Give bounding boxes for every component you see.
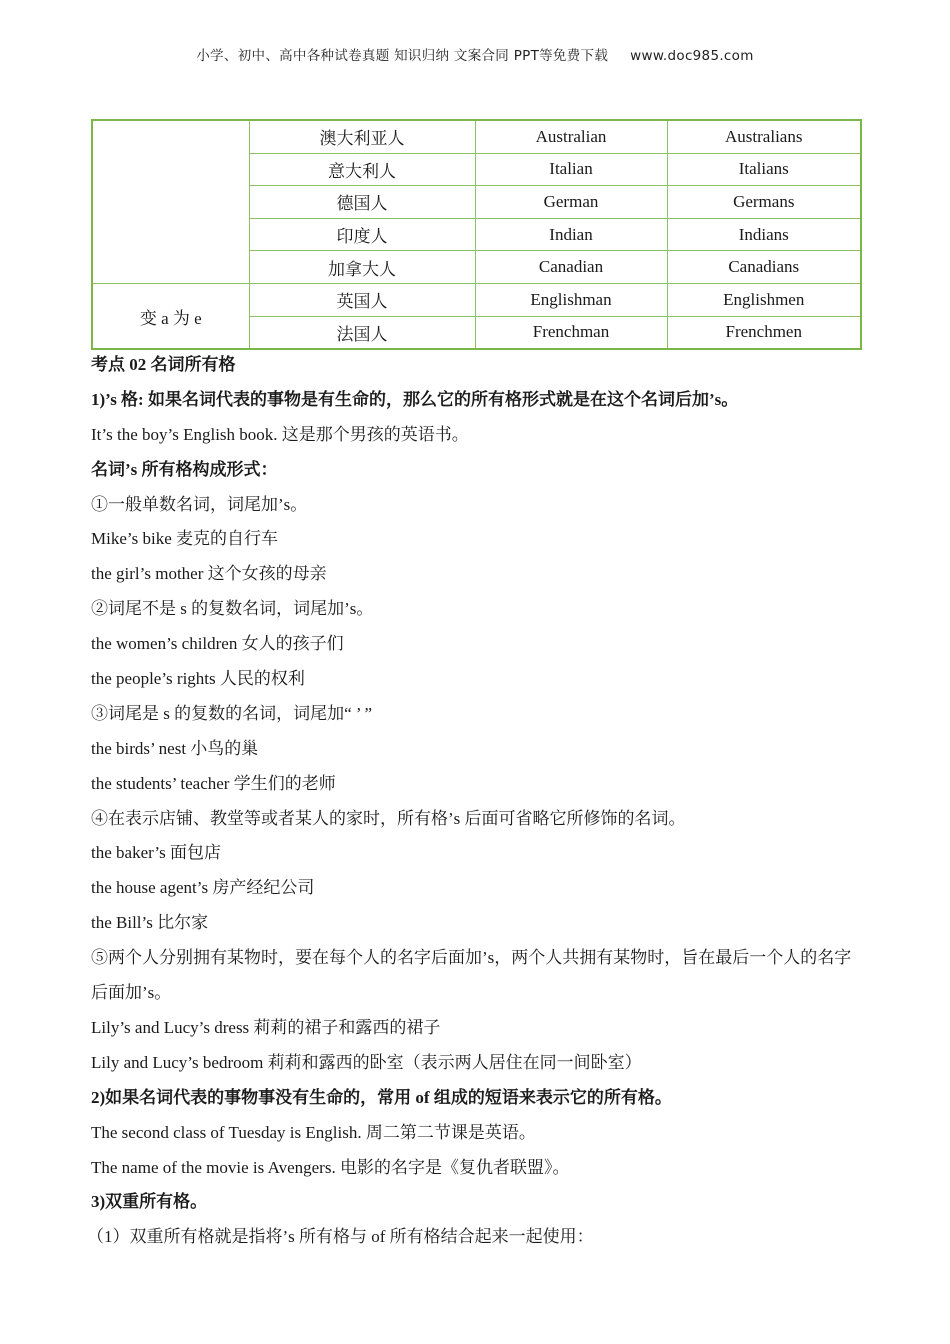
point-line: ②词尾不是 s 的复数名词，词尾加’s。 [91, 599, 374, 619]
cell-chinese: 法国人 [249, 316, 475, 349]
example-line: Mike’s bike 麦克的自行车 [91, 529, 278, 549]
header-slogan: 小学、初中、高中各种试卷真题 知识归纳 文案合同 PPT等免费下载 [196, 48, 609, 64]
point-line: ④在表示店铺、教堂等或者某人的家时，所有格’s 后面可省略它所修饰的名词。 [91, 808, 686, 828]
example-line: the students’ teacher 学生们的老师 [91, 773, 336, 793]
example-line: the birds’ nest 小鸟的巢 [91, 738, 259, 758]
cell-plural: Canadians [667, 251, 861, 284]
cell-plural: Englishmen [667, 283, 861, 316]
example-line: the baker’s 面包店 [91, 843, 221, 863]
page-header [0, 44, 950, 64]
section-title: 考点 02 名词所有格 [91, 355, 236, 374]
subheading: 名词’s 所有格构成形式： [91, 459, 278, 479]
cell-singular: Englishman [475, 283, 667, 316]
point-line: ①一般单数名词，词尾加’s。 [91, 494, 308, 514]
cell-chinese: 英国人 [249, 283, 475, 316]
rule-heading: 3)双重所有格。 [91, 1192, 208, 1212]
table-row [92, 120, 861, 153]
cell-singular: German [475, 186, 667, 219]
point-line: （1）双重所有格就是指将’s 所有格与 of 所有格结合起来一起使用： [87, 1227, 594, 1247]
example-line: The second class of Tuesday is English. 周二第二节课是英语。 [91, 1122, 536, 1142]
example-line: the women’s children 女人的孩子们 [91, 634, 344, 654]
cell-chinese: 加拿大人 [249, 251, 475, 284]
cell-chinese: 意大利人 [249, 153, 475, 186]
cell-chinese: 印度人 [249, 218, 475, 251]
main-content [87, 348, 871, 1255]
cell-plural: Germans [667, 186, 861, 219]
cell-singular: Australian [475, 120, 667, 153]
example-line: Lily’s and Lucy’s dress 莉莉的裙子和露西的裙子 [91, 1017, 441, 1037]
cell-singular: Indian [475, 218, 667, 251]
cell-singular: Frenchman [475, 316, 667, 349]
cell-plural: Frenchmen [667, 316, 861, 349]
cell-singular: Italian [475, 153, 667, 186]
cell-singular: Canadian [475, 251, 667, 284]
example-line: the people’s rights 人民的权利 [91, 669, 305, 689]
example-line: the girl’s mother 这个女孩的母亲 [91, 564, 327, 584]
table-row [92, 283, 861, 316]
cell-chinese: 澳大利亚人 [249, 120, 475, 153]
example-line: Lily and Lucy’s bedroom 莉莉和露西的卧室（表示两人居住在同一间卧室） [91, 1052, 642, 1072]
rule-heading: 2)如果名词代表的事物事没有生命的，常用 of 组成的短语来表示它的所有格。 [91, 1087, 672, 1107]
cell-chinese: 德国人 [249, 186, 475, 219]
group-label-cell [92, 120, 249, 283]
nationality-table [91, 119, 862, 350]
cell-plural: Indians [667, 218, 861, 251]
example-line: the Bill’s 比尔家 [91, 913, 209, 933]
example-line: the house agent’s 房产经纪公司 [91, 878, 315, 898]
cell-plural: Australians [667, 120, 861, 153]
example-line: The name of the movie is Avengers. 电影的名字是《复仇者联盟》。 [91, 1157, 570, 1177]
rule-heading: 1)’s 格: 如果名词代表的事物是有生命的，那么它的所有格形式就是在这个名词后加’s。 [91, 389, 739, 409]
group-label-cell: 变 a 为 e [92, 283, 249, 349]
example-line: It’s the boy’s English book. 这是那个男孩的英语书。 [91, 424, 469, 444]
header-url[interactable]: www.doc985.com [630, 48, 754, 64]
point-line: ③词尾是 s 的复数的名词，词尾加“ ’ ” [91, 703, 373, 723]
point-line: ⑤两个人分别拥有某物时，要在每个人的名字后面加’s，两个人共拥有某物时，旨在最后一个人的名字后面加’s。 [91, 948, 852, 1003]
cell-plural: Italians [667, 153, 861, 186]
